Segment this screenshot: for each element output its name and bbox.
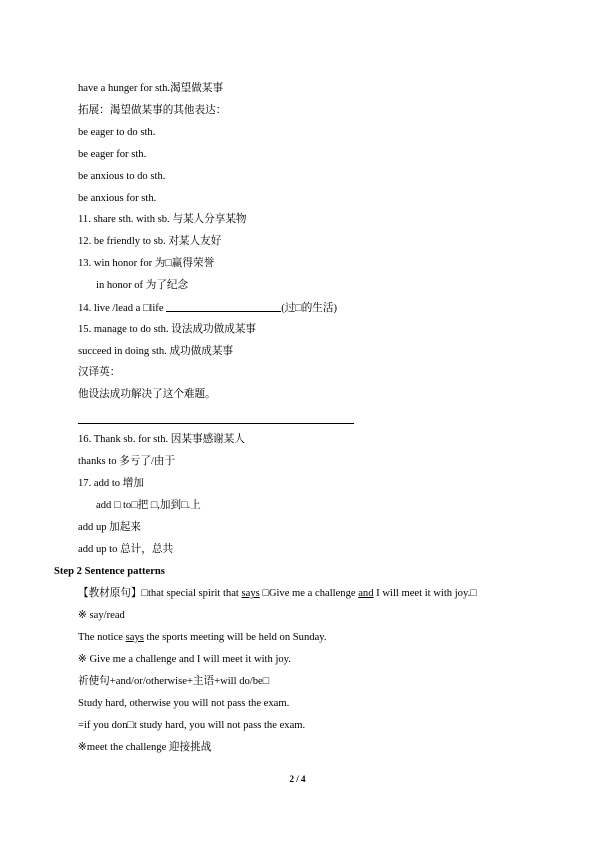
note-line: ※ Give me a challenge and I will meet it with joy. — [78, 654, 291, 665]
vocab-line: be anxious to do sth. — [78, 171, 166, 182]
note-line: ※ say/read — [78, 610, 125, 621]
vocab-line: be anxious for sth. — [78, 193, 157, 204]
vocab-item-17: 17. add to 增加 — [78, 478, 144, 489]
vocab-line: thanks to 多亏了/由于 — [78, 456, 176, 467]
example-sentence: Study hard, otherwise you will not pass the exam. — [78, 698, 290, 709]
page-number: 2 / 4 — [289, 774, 306, 784]
vocab-subline: in honor of 为了纪念 — [96, 280, 189, 291]
example-part: The notice — [78, 632, 126, 643]
example-sentence: =if you don□t study hard, you will not pass the exam. — [78, 720, 306, 731]
vocab-line: have a hunger for sth.渴望做某事 — [78, 83, 224, 94]
note-line: ※meet the challenge 迎接挑战 — [78, 742, 212, 753]
vocab-item-14-gloss: (过□的生活) — [281, 303, 338, 314]
vocab-item-13: 13. win honor for 为□赢得荣誉 — [78, 258, 215, 269]
answer-line[interactable] — [78, 423, 354, 424]
section-heading: Step 2 Sentence patterns — [54, 566, 165, 577]
vocab-item-11: 11. share sth. with sb. 与某人分享某物 — [78, 214, 247, 225]
orig-underlined: says — [241, 588, 260, 599]
exercise-label: 汉译英： — [78, 367, 121, 378]
vocab-item-12: 12. be friendly to sb. 对某人友好 — [78, 236, 222, 247]
vocab-item-14 — [78, 301, 337, 316]
vocab-line: be eager to do sth. — [78, 127, 156, 138]
vocab-line: succeed in doing sth. 成功做成某事 — [78, 346, 234, 357]
original-sentence — [78, 587, 477, 601]
orig-part: 【教材原句】□that special spirit that — [78, 588, 242, 599]
example-sentence — [78, 631, 327, 645]
vocab-line: 拓展：渴望做某事的其他表达： — [78, 105, 227, 116]
example-part: the sports meeting will be held on Sunday. — [143, 632, 327, 643]
example-underlined: says — [125, 632, 144, 643]
vocab-item-14-text: 14. live /lead a □life — [78, 303, 167, 314]
vocab-item-15: 15. manage to do sth. 设法成功做成某事 — [78, 324, 257, 335]
grammar-pattern: 祈使句+and/or/otherwise+主语+will do/be□ — [78, 676, 270, 687]
orig-part: □Give me a challenge — [259, 588, 359, 599]
fill-blank[interactable] — [166, 301, 281, 312]
vocab-line: be eager for sth. — [78, 149, 147, 160]
vocab-line: add up to 总计，总共 — [78, 544, 174, 555]
orig-underlined: and — [358, 588, 374, 599]
vocab-subline: add □ to□把 □,加到□.上 — [96, 500, 201, 511]
orig-part: I will meet it with joy.□ — [373, 588, 477, 599]
vocab-line: add up 加起来 — [78, 522, 141, 533]
vocab-item-16: 16. Thank sb. for sth. 因某事感谢某人 — [78, 434, 245, 445]
exercise-sentence: 他设法成功解决了这个难题。 — [78, 389, 216, 400]
